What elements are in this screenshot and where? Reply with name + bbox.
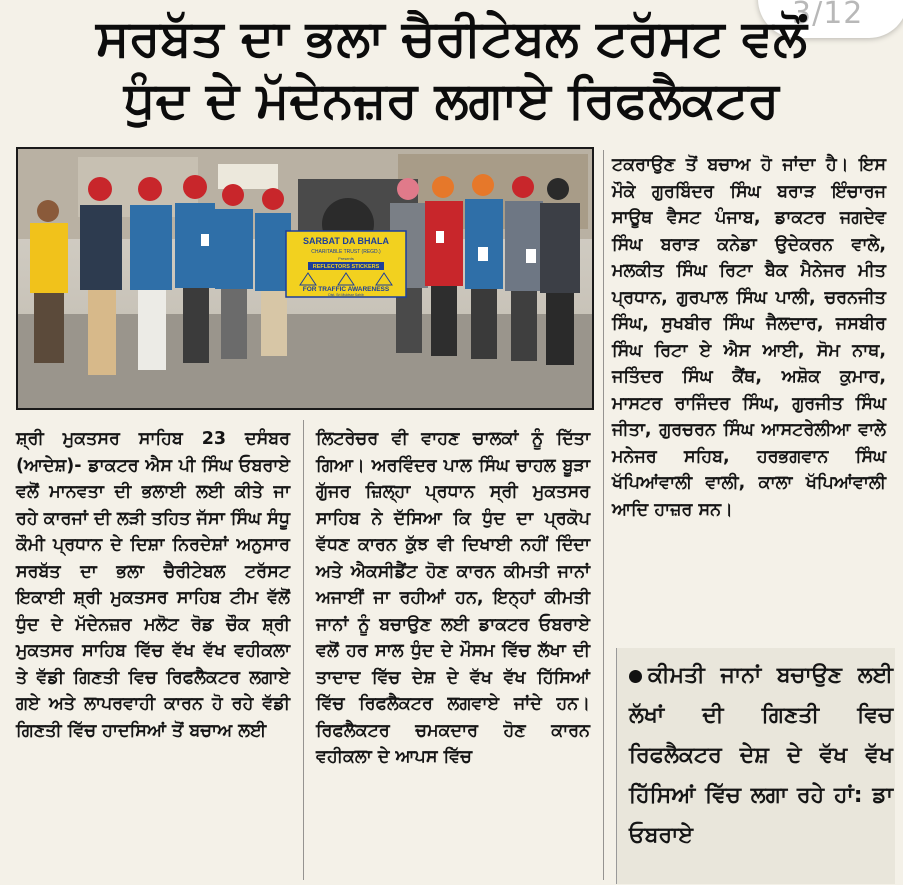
highlight-box [616,648,895,884]
article-column-2 [316,426,590,771]
column-divider-2 [603,150,604,880]
column-divider-1 [303,420,304,880]
column-1-body: ਡਾਕਟਰ ਐਸ ਪੀ ਸਿੰਘ ਓਬਰਾਏ ਵਲੋਂ ਮਾਨਵਤਾ ਦੀ ਭਲਾਈ ਲਈ ਕੀਤੇ ਜਾ ਰਹੇ ਕਾਰਜਾਂ ਦੀ ਲੜੀ ਤਹਿਤ ਜੱਸਾ ਸਿੰਘ ਸੰਧੂ ਕੌਮੀ ਪ੍ਰਧਾਨ ਦੇ ਦਿਸ਼ਾ ਨਿਰਦੇਸ਼ਾਂ ਅਨੁਸਾਰ ਸਰਬੱਤ ਦਾ ਭਲਾ ਚੈਰੀਟੇਬਲ ਟਰੱਸਟ ਇਕਾਈ ਸ਼੍ਰੀ ਮੁਕਤਸਰ ਸਾਹਿਬ ਟੀਮ ਵੱਲੋਂ ਧੁੰਦ ਦੇ ਮੱਦੇਨਜ਼ਰ ਮਲੋਟ ਰੋਡ ਚੌਕ ਸ਼੍ਰੀ ਮੁਕਤਸਰ ਸਾਹਿਬ ਵਿੱਚ ਵੱਖ ਵੱਖ ਵਹੀਕਲਾ ਤੇ ਵੱਡੀ ਗਿਣਤੀ ਵਿਚ ਰਿਫਲੈਕਟਰ ਲਗਾਏ ਗਏ ਅਤੇ ਲਾਪਰਵਾਹੀ ਕਾਰਨ ਹੋ ਰਹੇ ਵੱਡੀ ਗਿਣਤੀ ਵਿੱਚ ਹਾਦਸਿਆਂ ਤੋਂ ਬਚਾਅ ਲਈ [16,455,290,741]
page-counter-text: 3/12 [792,0,864,31]
dateline: ਸ਼੍ਰੀ ਮੁਕਤਸਰ ਸਾਹਿਬ 23 ਦਸੰਬਰ (ਆਦੇਸ਼)- [16,429,290,476]
headline-line-2: ਧੁੰਦ ਦੇ ਮੱਦੇਨਜ਼ਰ ਲਗਾਏ ਰਿਫਲੈਕਟਰ [123,72,780,128]
banner-line-6: Dist. Sri Muktsar Sahib [328,293,364,297]
column-2-body: ਲਿਟਰੇਚਰ ਵੀ ਵਾਹਣ ਚਾਲਕਾਂ ਨੂੰ ਦਿੱਤਾ ਗਿਆ। ਅਰਵਿੰਦਰ ਪਾਲ ਸਿੰਘ ਚਾਹਲ ਬੂੜਾ ਗੁੱਜਰ ਜ਼ਿਲ੍ਹਾ ਪ੍ਰਧਾਨ ਸ੍ਰੀ ਮੁਕਤਸਰ ਸਾਹਿਬ ਨੇ ਦੱਸਿਆ ਕਿ ਧੁੰਦ ਦਾ ਪ੍ਰਕੋਪ ਵੱਧਣ ਕਾਰਨ ਕੁੱਝ ਵੀ ਦਿਖਾਈ ਨਹੀਂ ਦਿੰਦਾ ਅਤੇ ਐਕਸੀਡੈਂਟ ਹੋਣ ਕਾਰਨ ਕੀਮਤੀ ਜਾਨਾਂ ਅਜਾਈਂ ਜਾ ਰਹੀਆਂ ਹਨ, ਇਨ੍ਹਾਂ ਕੀਮਤੀ ਜਾਨਾਂ ਨੂੰ ਬਚਾਉਣ ਲਈ ਡਾਕਟਰ ਓਬਰਾਏ ਵਲੋਂ ਹਰ ਸਾਲ ਧੁੰਦ ਦੇ ਮੌਸਮ ਵਿੱਚ ਲੱਖਾ ਦੀ ਤਾਦਾਦ ਵਿੱਚ ਦੇਸ਼ ਦੇ ਵੱਖ ਵੱਖ ਹਿੱਸਿਆਂ ਵਿੱਚ ਰਿਫਲੈਕਟਰ ਲਗਵਾਏ ਜਾਂਦੇ ਹਨ। ਰਿਫਲੈਕਟਰ ਚਮਕਦਾਰ ਹੋਣ ਕਾਰਨ ਵਹੀਕਲਾ ਦੇ ਆਪਸ ਵਿੱਚ [316,429,590,767]
banner [286,231,406,297]
article-column-3 [612,152,886,523]
article-column-1 [16,426,290,744]
bullet-icon [629,670,642,683]
column-3-body: ਟਕਰਾਉਣ ਤੋਂ ਬਚਾਅ ਹੋ ਜਾਂਦਾ ਹੈ। ਇਸ ਮੌਕੇ ਗੁਰਬਿੰਦਰ ਸਿੰਘ ਬਰਾੜ ਇੰਚਾਰਜ ਸਾਊਥ ਵੈਸਟ ਪੰਜਾਬ, ਡਾਕਟਰ ਜਗਦੇਵ ਸਿੰਘ ਬਰਾੜ ਕਨੇਡਾ ਉਦੇਕਰਨ ਵਾਲੇ, ਮਲਕੀਤ ਸਿੰਘ ਰਿਟਾ ਬੈਕ ਮੈਨੇਜਰ ਮੀਤ ਪ੍ਰਧਾਨ, ਗੁਰਪਾਲ ਸਿੰਘ ਪਾਲੀ, ਚਰਨਜੀਤ ਸਿੰਘ, ਸੁਖਬੀਰ ਸਿੰਘ ਜੈਲਦਾਰ, ਜਸਬੀਰ ਸਿੰਘ ਰਿਟਾ ਏ ਐਸ ਆਈ, ਸੋਮ ਨਾਥ, ਜਤਿੰਦਰ ਸਿੰਘ ਕੈਂਥ, ਅਸ਼ੋਕ ਕੁਮਾਰ, ਮਾਸਟਰ ਰਾਜਿੰਦਰ ਸਿੰਘ, ਗੁਰਜੀਤ ਸਿੰਘ ਜੀਤਾ, ਗੁਰਚਰਨ ਸਿੰਘ ਆਸਟਰੇਲੀਆ ਵਾਲੇ ਮਨੇਜਰ ਸਹਿਬ, ਹਰਭਗਵਾਨ ਸਿੰਘ ਖੱਪਿਆਂਵਾਲੀ ਵਾਲੀ, ਕਾਲਾ ਖੱਪਿਆਂਵਾਲੀ ਆਦਿ ਹਾਜ਼ਰ ਸਨ। [612,155,886,520]
highlight-quote-text: ਕੀਮਤੀ ਜਾਨਾਂ ਬਚਾਉਣ ਲਈ ਲੱਖਾਂ ਦੀ ਗਿਣਤੀ ਵਿਚ ਰਿਫਲੈਕਟਰ ਦੇਸ਼ ਦੇ ਵੱਖ ਵੱਖ ਹਿੱਸਿਆਂ ਵਿੱਚ ਲਗਾ ਰਹੇ ਹਾਂ: ਡਾ ਓਬਰਾਏ [629,663,893,848]
banner-line-5: FOR TRAFFIC AWARENESS [302,286,390,293]
headline-line-1: ਸਰਬੱਤ ਦਾ ਭਲਾ ਚੈਰੀਟੇਬਲ ਟਰੱਸਟ ਵਲੋਂ [96,10,807,66]
banner-line-3: Presents [338,256,354,261]
banner-line-1: SARBAT DA BHALA [303,236,389,246]
banner-line-2: CHARITABLE TRUST (REGD.) [311,249,381,255]
highlight-quote [629,656,893,856]
banner-line-4: REFLECTORS STICKERS [312,264,380,270]
news-photo [16,147,594,410]
